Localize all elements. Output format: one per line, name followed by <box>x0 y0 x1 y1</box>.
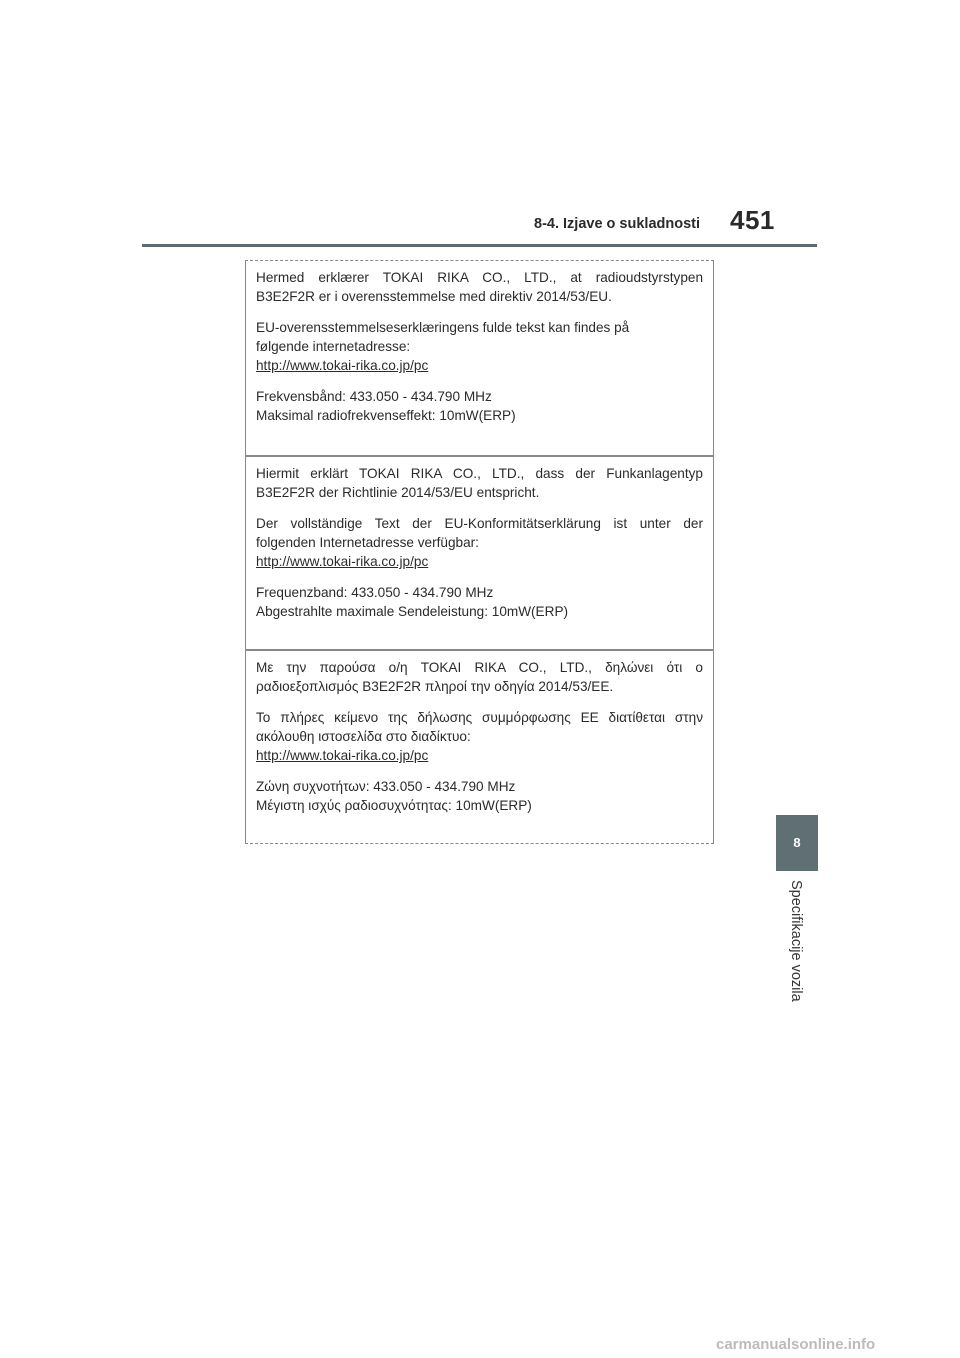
header-rule <box>142 244 817 247</box>
declaration-line: ραδιοεξοπλισμός B3E2F2R πληροί την οδηγία 2014/53/ΕΕ. <box>256 679 614 694</box>
declaration-line: Hermed erklærer TOKAI RIKA CO., LTD., at radioudstyrstypen <box>256 270 703 285</box>
frequency-band: Frekvensbånd: 433.050 - 434.790 MHz <box>256 389 492 404</box>
chapter-label: Specifikacije vozila <box>788 880 804 1002</box>
declaration-box-danish <box>245 260 714 456</box>
section-title: 8-4. Izjave o sukladnosti <box>534 216 700 232</box>
page-number: 451 <box>730 205 775 235</box>
max-power: Μέγιστη ισχύς ραδιοσυχνότητας: 10mW(ERP) <box>256 798 532 813</box>
declaration-line: Der vollständige Text der EU-Konformitätserklärung ist unter der <box>256 516 703 531</box>
declaration-box-greek <box>245 650 714 844</box>
url-link[interactable]: http://www.tokai-rika.co.jp/pc <box>256 358 429 373</box>
declaration-line: Hiermit erklärt TOKAI RIKA CO., LTD., dass der Funkanlagentyp <box>256 466 703 481</box>
url-link[interactable]: http://www.tokai-rika.co.jp/pc <box>256 554 429 569</box>
max-power: Maksimal radiofrekvenseffekt: 10mW(ERP) <box>256 408 516 423</box>
declaration-line: folgenden Internetadresse verfügbar: <box>256 535 479 550</box>
max-power: Abgestrahlte maximale Sendeleistung: 10mW(ERP) <box>256 604 569 619</box>
frequency-band: Ζώνη συχνοτήτων: 433.050 - 434.790 MHz <box>256 779 516 794</box>
watermark: carmanualsonline.info <box>716 1336 876 1353</box>
frequency-band: Frequenzband: 433.050 - 434.790 MHz <box>256 585 494 600</box>
declaration-line: Με την παρούσα ο/η TOKAI RIKA CO., LTD., δηλώνει ότι ο <box>256 660 703 675</box>
declaration-line: B3E2F2R er i overensstemmelse med direktiv 2014/53/EU. <box>256 289 612 304</box>
declaration-line: følgende internetadresse: <box>256 339 411 354</box>
declaration-line: Το πλήρες κείμενο της δήλωσης συμμόρφωσης ΕΕ διατίθεται στην <box>256 710 703 725</box>
url-link[interactable]: http://www.tokai-rika.co.jp/pc <box>256 748 429 763</box>
declaration-line: ακόλουθη ιστοσελίδα στο διαδίκτυο: <box>256 729 471 744</box>
declaration-box-german <box>245 456 714 650</box>
declaration-line: EU-overensstemmelseserklæringens fulde tekst kan findes på <box>256 320 630 335</box>
declaration-line: B3E2F2R der Richtlinie 2014/53/EU entspricht. <box>256 485 540 500</box>
chapter-tab[interactable]: 8 <box>776 815 818 871</box>
